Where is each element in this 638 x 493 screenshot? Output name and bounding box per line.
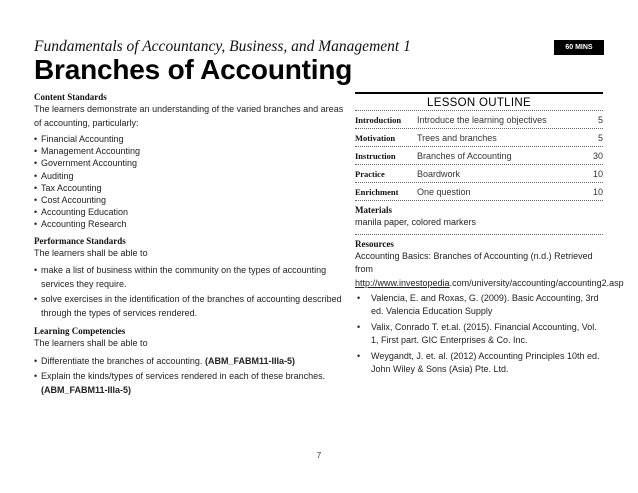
outline-activity: Trees and branches bbox=[417, 132, 497, 143]
outline-label: Enrichment bbox=[355, 186, 399, 197]
lesson-outline-table bbox=[355, 110, 603, 200]
list-item: • Accounting Education bbox=[34, 206, 344, 218]
list-item: • make a list of business within the community on the types of accounting services they require. bbox=[34, 263, 344, 291]
outline-label: Instruction bbox=[355, 150, 396, 161]
competency-code: (ABM_FABM11-IIIa-5) bbox=[204, 355, 295, 366]
content-standards-heading: Content Standards bbox=[34, 92, 107, 102]
list-item: • Valix, Conrado T. et.al. (2015). Financial Accounting, Vol. 1, First part. GIC Enterprises & Co. Inc. bbox=[355, 321, 603, 346]
right-column bbox=[355, 92, 624, 379]
list-item: • Valencia, E. and Roxas, G. (2009). Basic Accounting, 3rd ed. Valencia Education Supply bbox=[355, 292, 603, 317]
outline-activity: Branches of Accounting bbox=[417, 150, 512, 161]
resources-text-end: .com/university/accounting/accounting2.asp bbox=[449, 277, 624, 288]
content-standards-text: The learners demonstrate an understanding of the varied branches and areas of accounting, particularly: bbox=[34, 104, 344, 128]
outline-label: Practice bbox=[355, 168, 385, 179]
learning-competencies-heading: Learning Competencies bbox=[34, 326, 126, 337]
list-item: • Financial Accounting bbox=[34, 133, 344, 145]
list-item: • solve exercises in the identification of the branches of accounting described through the types of services rendered. bbox=[34, 292, 344, 320]
table-row bbox=[355, 146, 603, 164]
materials-section bbox=[355, 200, 603, 230]
outline-minutes: 30 bbox=[592, 150, 603, 161]
resources-heading: Resources bbox=[355, 238, 394, 249]
list-item: • Tax Accounting bbox=[34, 182, 344, 194]
list-item bbox=[34, 354, 344, 368]
learning-competencies-text: The learners shall be able to bbox=[34, 338, 148, 349]
outline-activity: Introduce the learning objectives bbox=[417, 114, 547, 125]
left-column bbox=[34, 92, 344, 398]
list-item: • Management Accounting bbox=[34, 145, 344, 157]
table-row bbox=[355, 128, 603, 146]
references-list bbox=[355, 292, 603, 375]
outline-label: Introduction bbox=[355, 114, 402, 125]
outline-activity: One question bbox=[417, 186, 471, 197]
materials-heading: Materials bbox=[355, 205, 392, 215]
outline-activity: Boardwork bbox=[417, 168, 461, 179]
competency-code: (ABM_FABM11-IIIa-5) bbox=[41, 384, 132, 395]
outline-minutes: 5 bbox=[597, 114, 603, 125]
resources-text bbox=[355, 250, 624, 291]
table-row bbox=[355, 182, 603, 200]
resources-text-start: Accounting Basics: Branches of Accounting (n.d.) Retrieved from bbox=[355, 250, 593, 274]
competency-text: Explain the kinds/types of services rendered in each of these branches. bbox=[41, 370, 326, 381]
page-number: 7 bbox=[316, 451, 322, 460]
performance-standards-text: The learners shall be able to bbox=[34, 247, 148, 258]
subject-title: Fundamentals of Accountancy, Business, and Management 1 bbox=[34, 38, 411, 55]
outline-minutes: 5 bbox=[597, 132, 603, 143]
competency-text: Differentiate the branches of accounting. bbox=[41, 355, 205, 366]
list-item: • Cost Accounting bbox=[34, 194, 344, 206]
content-standards-list bbox=[34, 133, 344, 231]
lesson-outline-heading: LESSON OUTLINE bbox=[355, 92, 603, 110]
list-item bbox=[34, 369, 344, 397]
outline-minutes: 10 bbox=[592, 186, 603, 197]
materials-text: manila paper, colored markers bbox=[355, 217, 477, 227]
list-item: • Government Accounting bbox=[34, 157, 344, 169]
resources-link[interactable]: http://www.investopedia bbox=[355, 277, 450, 288]
duration-badge: 60 MINS bbox=[554, 40, 604, 55]
learning-competencies-list bbox=[34, 354, 344, 397]
table-row bbox=[355, 110, 603, 128]
outline-minutes: 10 bbox=[592, 168, 603, 179]
resources-section bbox=[355, 234, 624, 376]
table-row bbox=[355, 164, 603, 182]
list-item: • Accounting Research bbox=[34, 218, 344, 230]
list-item: • Auditing bbox=[34, 170, 344, 182]
page-title: Branches of Accounting bbox=[34, 54, 353, 85]
list-item: • Weygandt, J. et. al. (2012) Accounting Principles 10th ed. John Wiley & Sons (Asia) Pte. Ltd. bbox=[355, 350, 603, 375]
performance-standards-heading: Performance Standards bbox=[34, 235, 126, 246]
performance-standards-list bbox=[34, 263, 344, 320]
outline-label: Motivation bbox=[355, 132, 396, 143]
